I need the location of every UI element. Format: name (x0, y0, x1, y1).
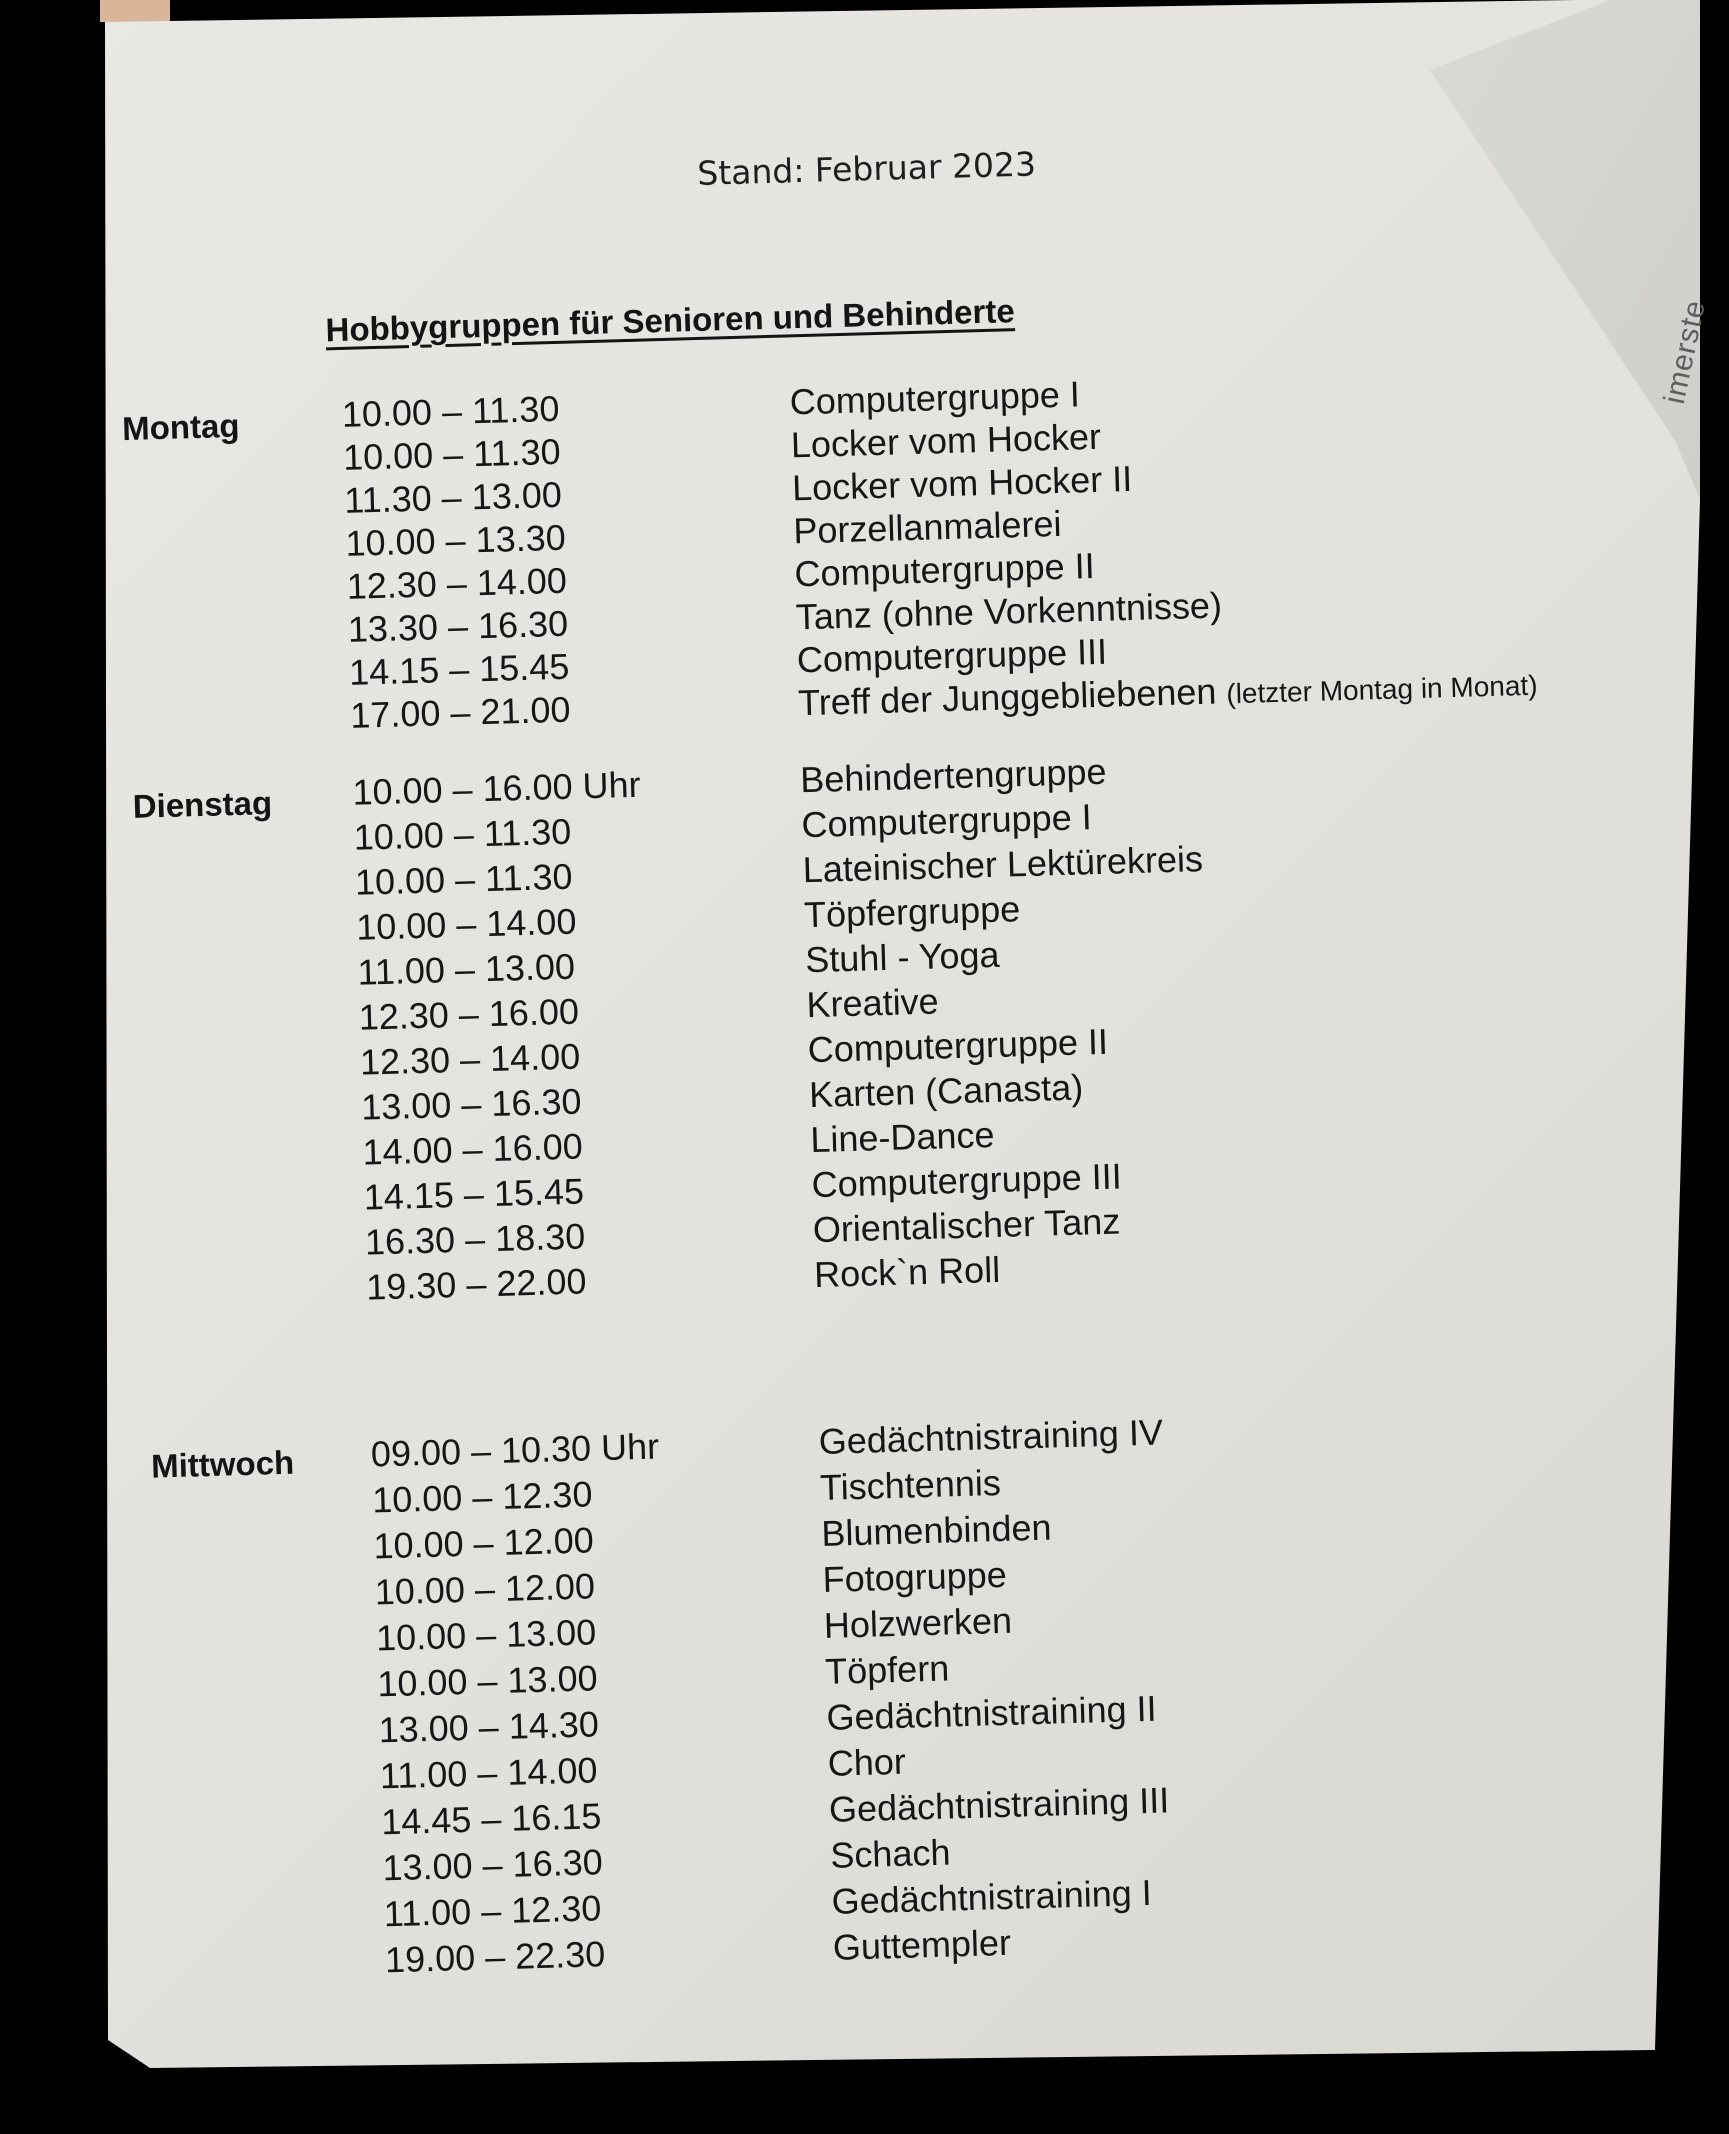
entry-time: 10.00 – 12.00 (372, 1519, 595, 1567)
entry-time: 11.00 – 13.00 (356, 945, 576, 993)
entry-time: 10.00 – 11.30 (342, 430, 562, 478)
entry-time: 14.45 – 16.15 (380, 1795, 602, 1843)
entry-time: 10.00 – 11.30 (354, 855, 574, 903)
entry-activity: Lateinischer Lektürekreis (802, 838, 1204, 891)
entry-activity: Karten (Canasta) (808, 1066, 1084, 1116)
entry-time: 13.30 – 16.30 (347, 602, 569, 650)
entry-activity: Rock`n Roll (813, 1248, 1001, 1296)
entry-time: 10.00 – 14.00 (355, 900, 577, 948)
entry-time: 10.00 – 12.30 (371, 1473, 593, 1521)
entry-time: 10.00 – 11.30 (341, 387, 560, 435)
entry-activity: Gedächtnistraining III (828, 1779, 1170, 1830)
entry-time: 13.00 – 16.30 (381, 1841, 604, 1889)
entry-activity: Locker vom Hocker II (791, 457, 1133, 509)
entry-activity: Gedächtnistraining I (831, 1871, 1153, 1922)
entry-activity: Locker vom Hocker (790, 415, 1102, 466)
entry-activity: Orientalischer Tanz (812, 1200, 1121, 1251)
entry-activity: Chor (827, 1740, 907, 1784)
page-curl-text: imerste (1658, 296, 1713, 407)
entry-time: 10.00 – 12.00 (374, 1565, 596, 1613)
entry-time: 13.00 – 14.30 (378, 1703, 600, 1751)
entry-time: 16.30 – 18.30 (364, 1215, 586, 1263)
entry-activity: Töpfern (824, 1647, 950, 1692)
document-title: Hobbygruppen für Senioren und Behinderte (325, 292, 1016, 349)
entry-activity: Holzwerken (823, 1599, 1013, 1646)
entry-activity: Computergruppe II (793, 544, 1096, 595)
day-label: Mittwoch (150, 1443, 295, 1485)
entry-time: 13.00 – 16.30 (360, 1080, 582, 1128)
entry-time: 14.15 – 15.45 (363, 1170, 585, 1218)
entry-activity: Blumenbinden (820, 1506, 1053, 1554)
entry-time: 12.30 – 14.00 (359, 1035, 581, 1083)
entry-activity: Guttempler (832, 1921, 1012, 1968)
entry-time: 11.00 – 14.00 (379, 1749, 598, 1797)
stand-date: Stand: Februar 2023 (696, 144, 1037, 193)
entry-activity: Porzellanmalerei (792, 502, 1062, 552)
entry-activity: Kreative (806, 980, 940, 1026)
entry-time: 17.00 – 21.00 (349, 688, 572, 736)
entry-time: 14.00 – 16.00 (361, 1125, 584, 1173)
entry-time: 12.30 – 14.00 (346, 559, 568, 607)
entry-activity: Computergruppe I (800, 796, 1093, 846)
entry-activity: Schach (829, 1831, 951, 1876)
entry-activity: Tischtennis (819, 1461, 1002, 1508)
entry-activity: Gedächtnistraining II (825, 1687, 1158, 1738)
entry-activity: Stuhl - Yoga (804, 933, 1000, 981)
entry-time: 10.00 – 16.00 Uhr (351, 763, 642, 813)
entry-activity-text: Treff der Junggebliebenen (797, 670, 1217, 724)
entry-activity: Töpfergruppe (803, 888, 1021, 936)
entry-time: 09.00 – 10.30 Uhr (370, 1425, 660, 1475)
entry-time: 11.00 – 12.30 (383, 1887, 602, 1935)
entry-activity: Computergruppe I (789, 373, 1081, 423)
day-label: Dienstag (132, 784, 273, 825)
entry-time: 12.30 – 16.00 (358, 990, 580, 1038)
entry-time: 14.15 – 15.45 (348, 645, 570, 693)
entries-montag (0, 357, 1681, 736)
entry-time: 19.00 – 22.30 (384, 1933, 606, 1981)
entry-time: 10.00 – 13.30 (344, 516, 567, 564)
entry-note: (letzter Montag in Monat) (1225, 669, 1538, 710)
entry-activity: Gedächtnistraining IV (818, 1411, 1164, 1463)
entry-activity: Computergruppe II (807, 1020, 1109, 1071)
entry-activity: Behindertengruppe (799, 750, 1107, 801)
entry-time: 19.30 – 22.00 (365, 1260, 587, 1308)
entry-time: 10.00 – 13.00 (376, 1657, 599, 1705)
entry-time: 11.30 – 13.00 (343, 473, 563, 521)
entry-time: 10.00 – 13.00 (375, 1611, 597, 1659)
entry-activity: Fotogruppe (822, 1553, 1008, 1600)
day-label: Montag (121, 406, 241, 448)
entry-time: 10.00 – 11.30 (353, 810, 572, 858)
entry-activity: Tanz (ohne Vorkenntnisse) (795, 584, 1223, 638)
entry-activity: Line-Dance (809, 1114, 995, 1161)
entry-activity: Computergruppe III (811, 1155, 1123, 1206)
entry-activity: Computergruppe III (796, 630, 1108, 681)
